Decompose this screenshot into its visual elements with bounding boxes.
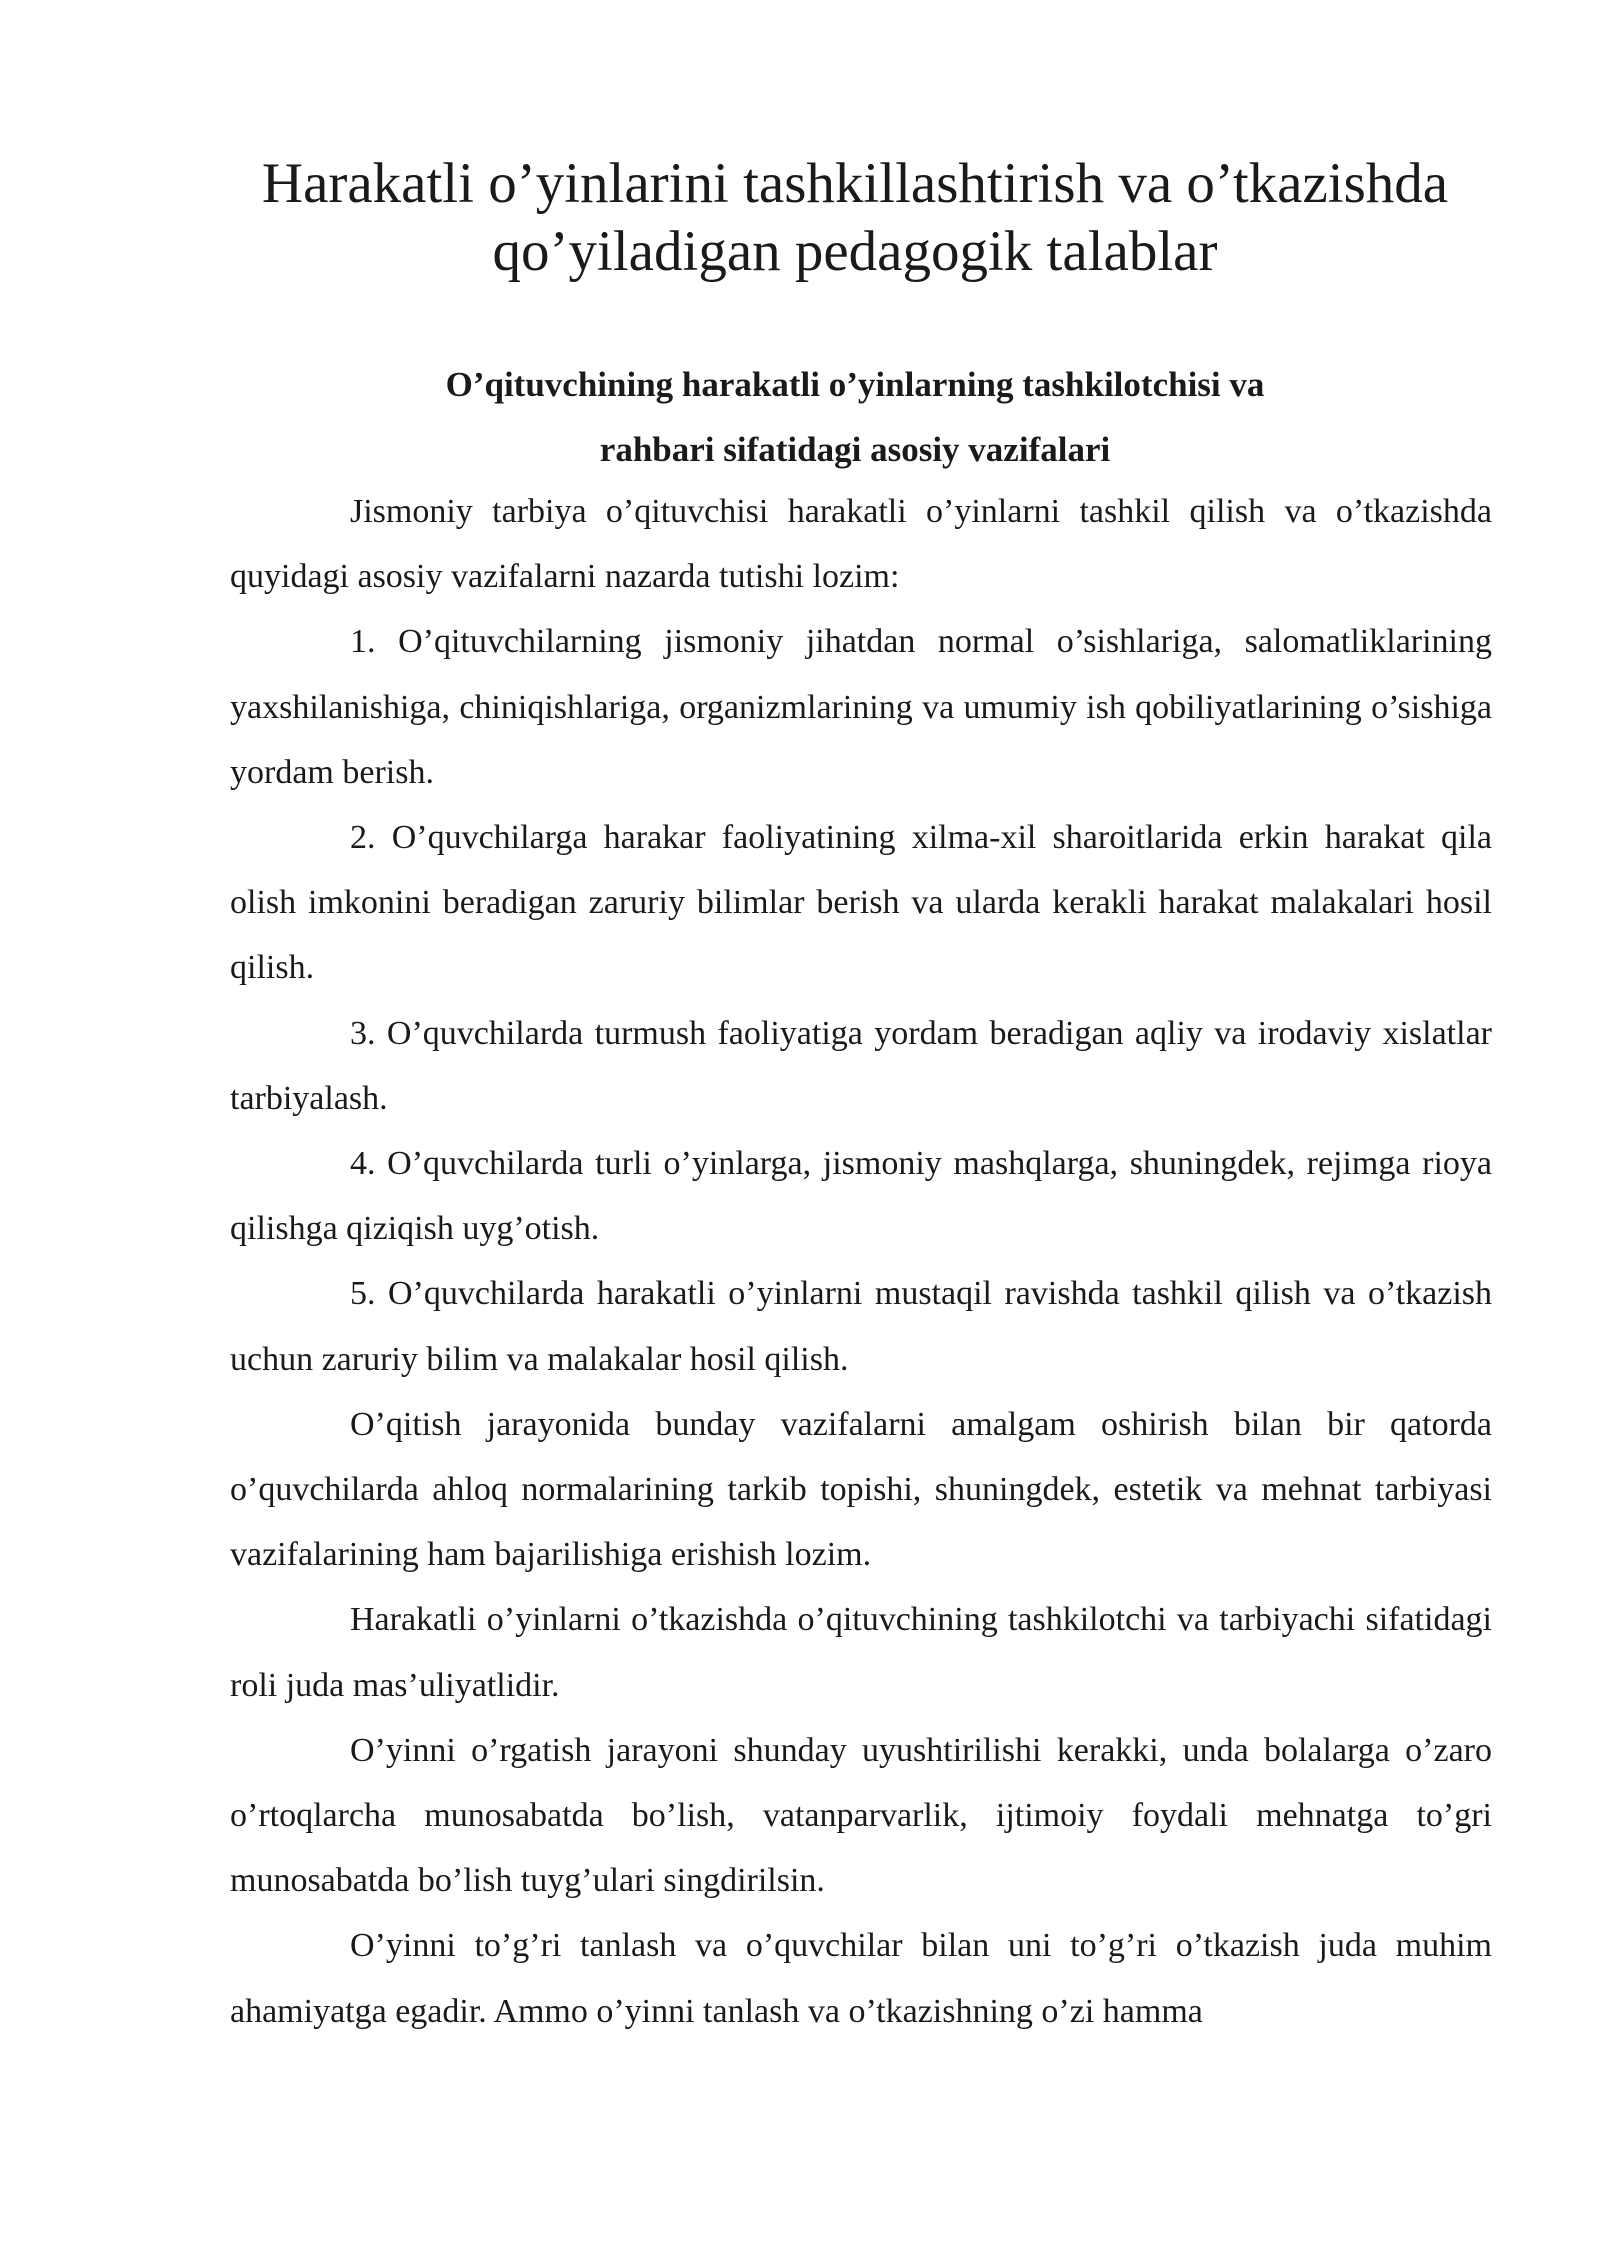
paragraph-game-selection: O’yinni to’g’ri tanlash va o’quvchilar bilan uni to’g’ri o’tkazish juda muhim ahamiyatga egadir. Ammo o’yinni tanlash va o’tkazishning o’zi hamma: [230, 1927, 1492, 2030]
paragraph-teacher-role: Harakatli o’yinlarni o’tkazishda o’qituvchining tashkilotchi va tarbiyachi sifatidagi roli juda mas’uliyatlidir.: [230, 1601, 1492, 1704]
list-item-1: 1. O’qituvchilarning jismoniy jihatdan normal o’sishlariga, salomatliklarining yaxshilanishiga, chiniqishlariga, organizmlarining va umumiy ish qobiliyatlarining o’sishiga yordam berish.: [230, 623, 1492, 791]
document-title: [200, 150, 1510, 286]
list-item-5: 5. O’quvchilarda harakatli o’yinlarni mustaqil ravishda tashkil qilish va o’tkazish uchun zaruriy bilim va malakalar hosil qilish.: [230, 1275, 1492, 1378]
title-line-2: qo’yiladigan pedagogik talablar: [492, 220, 1218, 283]
subtitle-line-2: rahbari sifatidagi asosiy vazifalari: [599, 430, 1111, 469]
list-item-4: 4. O’quvchilarda turli o’yinlarga, jismoniy mashqlarga, shuningdek, rejimga rioya qilishga qiziqish uyg’otish.: [230, 1145, 1492, 1248]
section-subtitle: [230, 352, 1480, 482]
paragraph-teaching-process: O’yinni o’rgatish jarayoni shunday uyushtirilishi kerakki, unda bolalarga o’zaro o’rtoqlarcha munosabatda bo’lish, vatanparvarlik, ijtimoiy foydali mehnatga to’gri munosabatda bo’lish tuyg’ulari singdirilsin.: [230, 1731, 1492, 1900]
paragraph-intro: Jismoniy tarbiya o’qituvchisi harakatli o’yinlarni tashkil qilish va o’tkazishda quyidagi asosiy vazifalarni nazarda tutishi lozim:: [230, 493, 1492, 596]
paragraph-moral-education: O’qitish jarayonida bunday vazifalarni amalgam oshirish bilan bir qatorda o’quvchilarda ahloq normalarining tarkib topishi, shuningdek, estetik va mehnat tarbiyasi vazifalarining ham bajarilishiga erishish lozim.: [230, 1405, 1492, 1574]
document-body: [230, 479, 1492, 2044]
list-item-2: 2. O’quvchilarga harakar faoliyatining xilma-xil sharoitlarida erkin harakat qila olish imkonini beradigan zaruriy bilimlar berish va ularda kerakli harakat malakalari hosil qilish.: [230, 819, 1492, 987]
list-item-3: 3. O’quvchilarda turmush faoliyatiga yordam beradigan aqliy va irodaviy xislatlar tarbiyalash.: [230, 1014, 1492, 1117]
title-line-1: Harakatli o’yinlarini tashkillashtirish va o’tkazishda: [261, 152, 1449, 215]
subtitle-line-1: O’qituvchining harakatli o’yinlarning tashkilotchisi va: [445, 365, 1265, 404]
